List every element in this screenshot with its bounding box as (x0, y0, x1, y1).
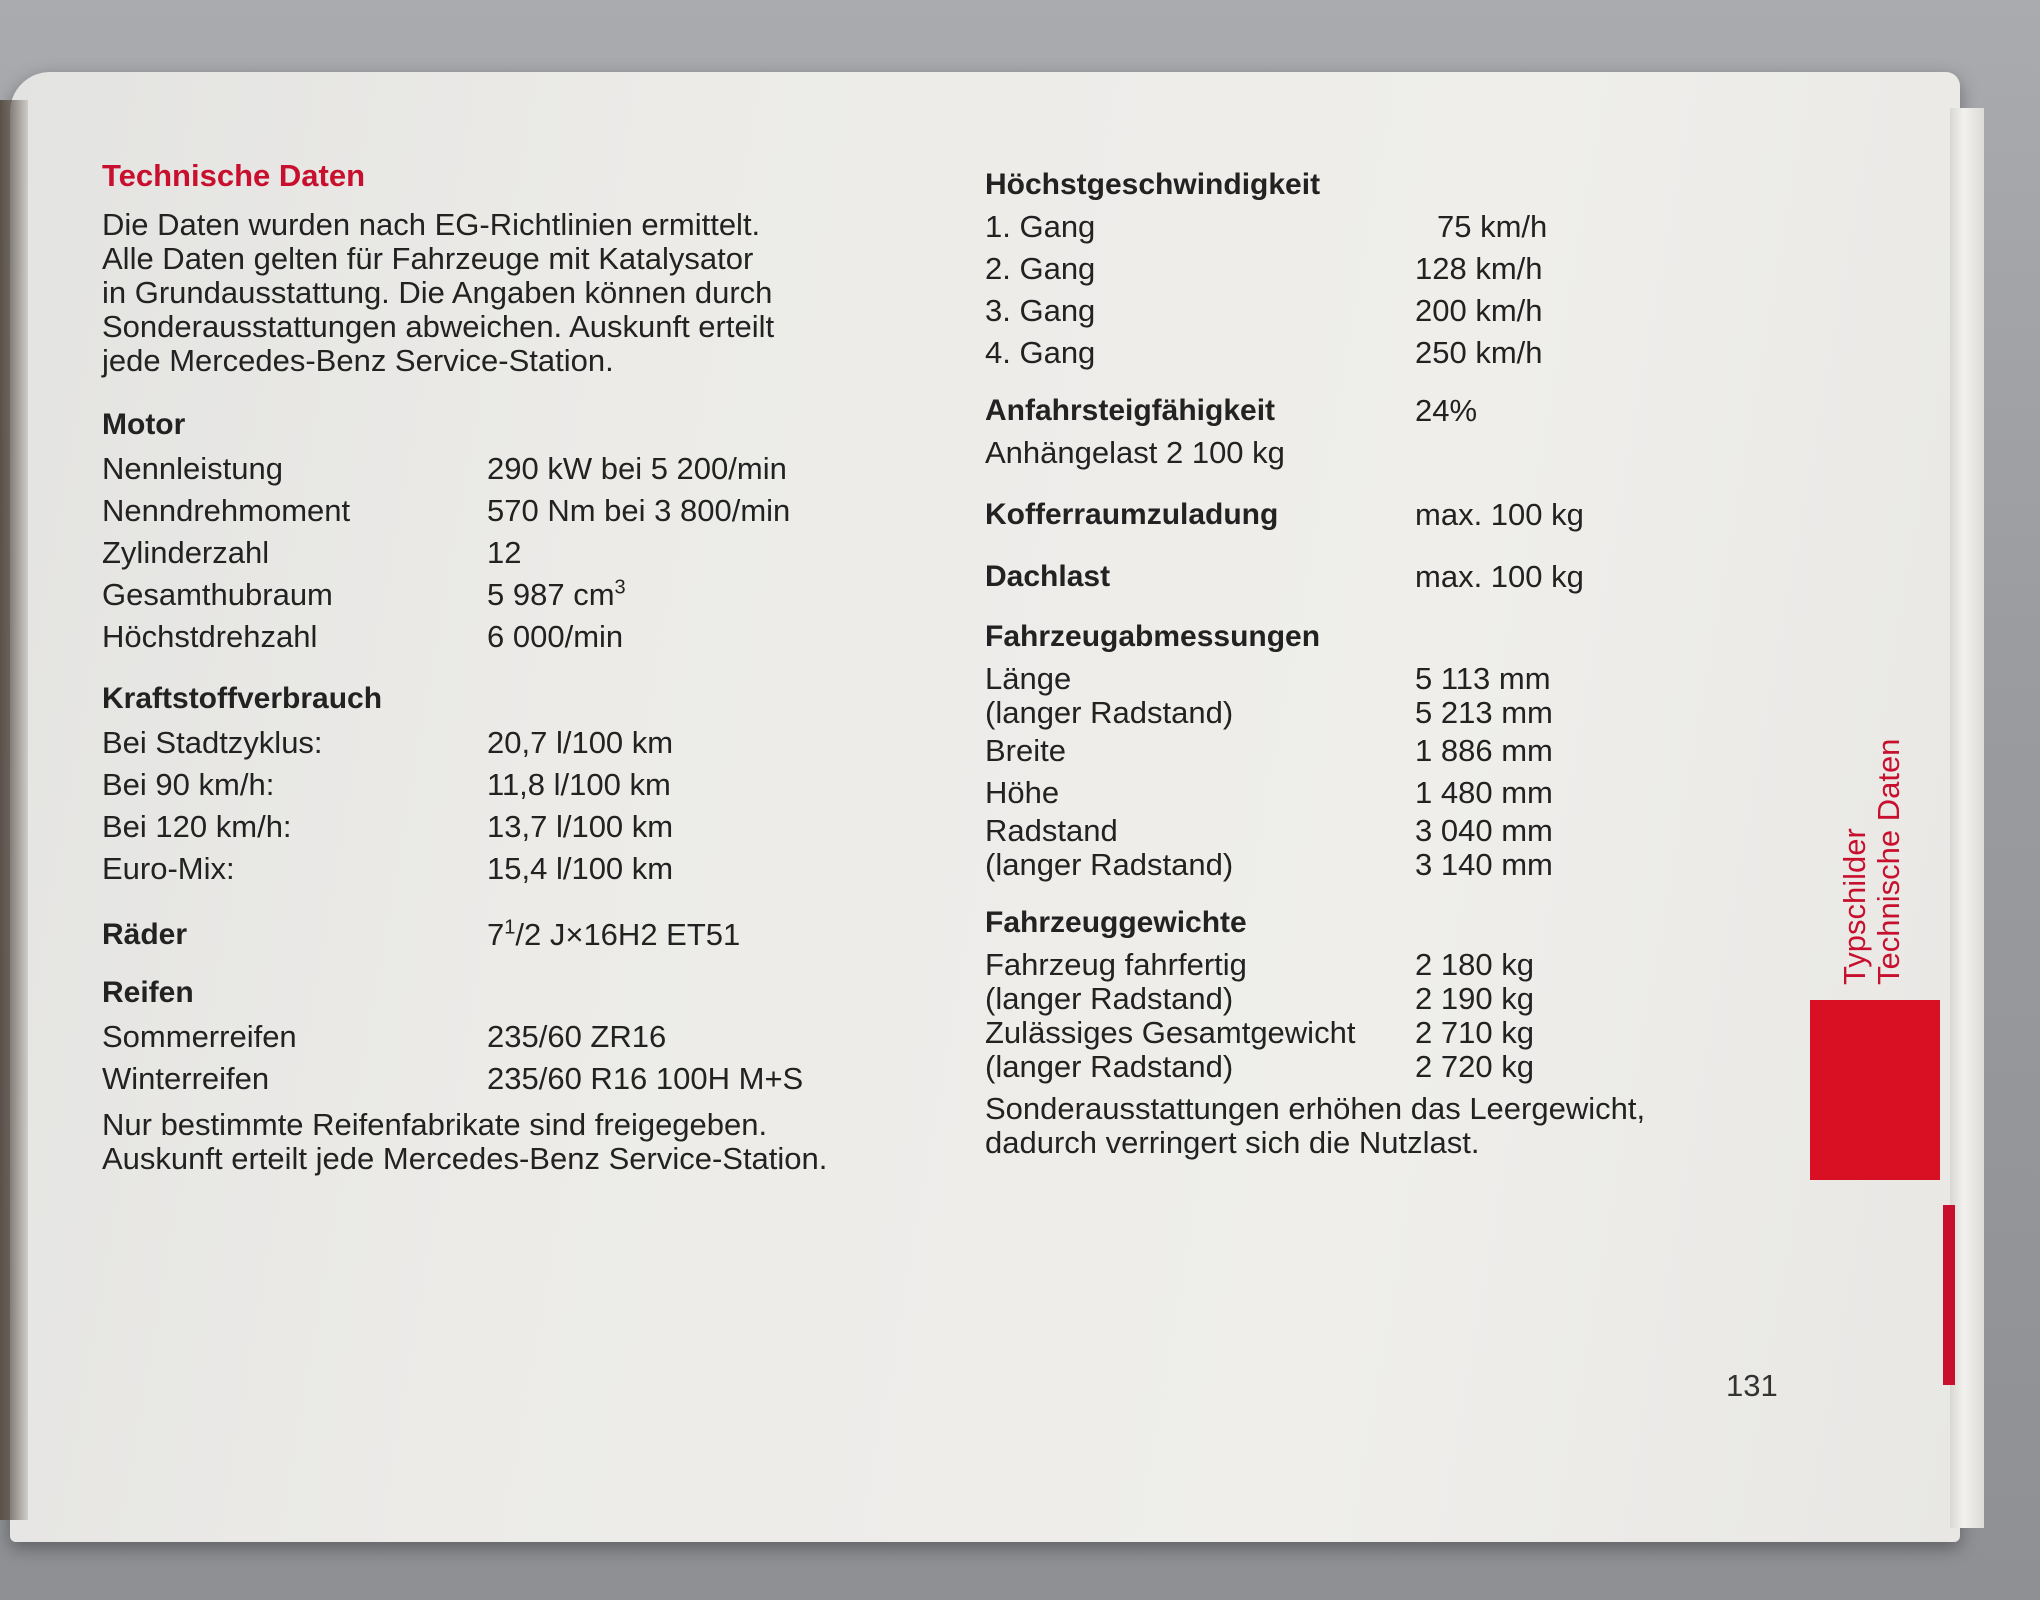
spec-value: 5 113 mm (1415, 661, 1551, 696)
spec-label: (langer Radstand) (985, 981, 1234, 1016)
spec-row (985, 432, 1745, 474)
spec-label: Zulässiges Gesamtgewicht (985, 1015, 1356, 1050)
spec-row (985, 556, 1745, 598)
boot-heading: Kofferraumzuladung (985, 498, 1279, 531)
spec-row (985, 982, 1745, 1016)
spec-label: Bei 120 km/h: (102, 809, 292, 844)
spec-label: Bei 90 km/h: (102, 767, 275, 802)
spec-label: Höchstdrehzahl (102, 619, 318, 654)
roof-heading: Dachlast (985, 560, 1111, 593)
page-edges (1950, 108, 1984, 1528)
page-number: 131 (1726, 1368, 1778, 1403)
spec-value: 2 190 kg (1415, 981, 1534, 1016)
superscript: 1 (504, 916, 516, 939)
section-tab-marker (1810, 1000, 1940, 1180)
spec-value: 2 720 kg (1415, 1049, 1534, 1084)
spec-row (102, 806, 932, 848)
spec-row (102, 616, 932, 658)
note-line: dadurch verringert sich die Nutzlast. (985, 1125, 1480, 1160)
spec-row (985, 848, 1745, 882)
spec-row (102, 532, 932, 574)
right-column (985, 168, 1745, 1160)
spec-label: 3. Gang (985, 293, 1096, 328)
tyres-section (102, 976, 932, 1176)
spec-value: 5 213 mm (1415, 695, 1553, 730)
spec-row (985, 948, 1745, 982)
weights-note (985, 1092, 1745, 1160)
spec-label: Zylinderzahl (102, 535, 270, 570)
superscript: 3 (614, 576, 626, 599)
spec-value: 15,4 l/100 km (487, 851, 674, 886)
spec-label: Radstand (985, 813, 1118, 848)
dims-section (985, 620, 1745, 882)
tab-line: Technische Daten (1871, 738, 1906, 985)
wheel-size: 7 (487, 917, 505, 952)
spec-value: 11,8 l/100 km (487, 767, 671, 802)
spec-row (985, 494, 1745, 536)
spec-value: 250 km/h (1415, 335, 1543, 370)
spec-row (102, 574, 932, 616)
spec-row (985, 206, 1745, 248)
spec-row (102, 448, 932, 490)
spec-row (985, 696, 1745, 730)
spec-label: Länge (985, 661, 1072, 696)
roof-section (985, 556, 1745, 598)
fuel-section (102, 682, 932, 890)
section-tab-label (1838, 739, 1906, 985)
weights-section (985, 906, 1745, 1160)
spec-value: 235/60 R16 100H M+S (487, 1061, 804, 1096)
tab-line: Typschilder (1837, 828, 1872, 985)
spec-label: Breite (985, 733, 1066, 768)
spec-label: 4. Gang (985, 335, 1096, 370)
intro-line: in Grundausstattung. Die Angaben können durch (102, 275, 773, 310)
spec-value: 20,7 l/100 km (487, 725, 674, 760)
speed-heading: Höchstgeschwindigkeit (985, 168, 1321, 201)
note-line: Auskunft erteilt jede Mercedes-Benz Service-Station. (102, 1141, 828, 1176)
fuel-heading: Kraftstoffverbrauch (102, 682, 383, 715)
boot-section (985, 494, 1745, 536)
spec-label: (langer Radstand) (985, 1049, 1234, 1084)
spec-row (985, 290, 1745, 332)
spec-value: max. 100 kg (1415, 559, 1584, 594)
spec-label: 1. Gang (985, 209, 1096, 244)
spec-value: 2 710 kg (1415, 1015, 1534, 1050)
intro-line: jede Mercedes-Benz Service-Station. (102, 343, 614, 378)
note-line: Sonderausstattungen erhöhen das Leergewicht, (985, 1091, 1646, 1126)
left-column (102, 158, 932, 1176)
spec-row (985, 248, 1745, 290)
speed-section (985, 168, 1745, 374)
spec-value: 128 km/h (1415, 251, 1543, 286)
book-spine (0, 100, 28, 1520)
spec-label: Nenndrehmoment (102, 493, 351, 528)
section-title: Technische Daten (102, 158, 366, 193)
spec-value: 235/60 ZR16 (487, 1019, 667, 1054)
spec-label: Winterreifen (102, 1061, 270, 1096)
spec-value: 290 kW bei 5 200/min (487, 451, 787, 486)
spec-value: 12 (487, 535, 522, 570)
spec-label: Höhe (985, 775, 1060, 810)
motor-section (102, 408, 932, 658)
tyres-note (102, 1108, 932, 1176)
spec-row (102, 1016, 932, 1058)
spec-label: Nennleistung (102, 451, 283, 486)
gradient-section (985, 390, 1745, 474)
spec-value: max. 100 kg (1415, 497, 1584, 532)
spec-label: Sommerreifen (102, 1019, 297, 1054)
spec-label: Bei Stadtzyklus: (102, 725, 323, 760)
spec-row (102, 1058, 932, 1100)
spec-row (102, 848, 932, 890)
spec-row (102, 764, 932, 806)
weights-heading: Fahrzeuggewichte (985, 906, 1247, 939)
spec-row (102, 490, 932, 532)
spec-value: 24% (1415, 393, 1478, 428)
spec-row (985, 814, 1745, 848)
spec-value: 200 km/h (1415, 293, 1543, 328)
trailer-load: Anhängelast 2 100 kg (985, 435, 1285, 470)
spec-value: 570 Nm bei 3 800/min (487, 493, 791, 528)
spec-row (985, 1050, 1745, 1084)
spec-row (102, 722, 932, 764)
spec-row (102, 914, 932, 962)
dims-heading: Fahrzeugabmessungen (985, 620, 1321, 653)
page-edge-marker (1943, 1205, 1955, 1385)
spec-value: 1 480 mm (1415, 775, 1553, 810)
spec-value: 3 140 mm (1415, 847, 1553, 882)
spec-value: 13,7 l/100 km (487, 809, 674, 844)
spec-label: 2. Gang (985, 251, 1096, 286)
spec-label: Euro-Mix: (102, 851, 235, 886)
intro-text (102, 208, 932, 378)
spec-row (985, 772, 1745, 814)
wheels-heading: Räder (102, 918, 188, 951)
spec-value: 75 km/h (1437, 209, 1548, 244)
spec-value (487, 914, 932, 962)
tyres-heading: Reifen (102, 976, 194, 1009)
gradient-heading: Anfahrsteigfähigkeit (985, 394, 1276, 427)
spec-value: 3 040 mm (1415, 813, 1553, 848)
intro-line: Sonderausstattungen abweichen. Auskunft erteilt (102, 309, 775, 344)
spec-label: Gesamthubraum (102, 577, 333, 612)
displacement-value: 5 987 cm (487, 577, 615, 612)
spec-value (487, 574, 932, 616)
spec-row (985, 730, 1745, 772)
spec-row (985, 662, 1745, 696)
note-line: Nur bestimmte Reifenfabrikate sind freigegeben. (102, 1107, 768, 1142)
spec-row (985, 332, 1745, 374)
intro-line: Die Daten wurden nach EG-Richtlinien ermittelt. (102, 207, 761, 242)
wheels-section (102, 914, 932, 962)
spec-value: 6 000/min (487, 619, 624, 654)
spec-row (985, 390, 1745, 432)
spec-row (985, 1016, 1745, 1050)
spec-label: (langer Radstand) (985, 695, 1234, 730)
wheel-spec: /2 J×16H2 ET51 (515, 917, 741, 952)
spec-label: (langer Radstand) (985, 847, 1234, 882)
spec-label: Fahrzeug fahrfertig (985, 947, 1247, 982)
intro-line: Alle Daten gelten für Fahrzeuge mit Katalysator (102, 241, 754, 276)
spec-value: 2 180 kg (1415, 947, 1534, 982)
motor-heading: Motor (102, 408, 186, 441)
spec-value: 1 886 mm (1415, 733, 1553, 768)
